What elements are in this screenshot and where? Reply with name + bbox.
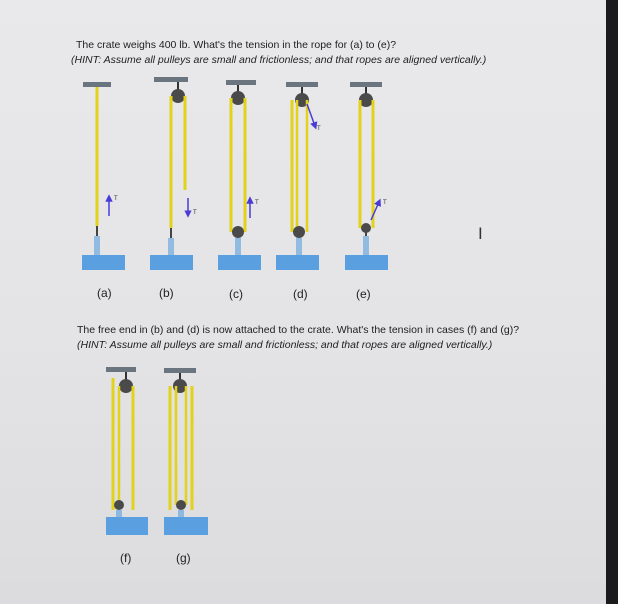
crate — [106, 517, 148, 535]
label-a: (a) — [97, 286, 112, 300]
diagram-f — [106, 367, 148, 535]
diagram-e — [345, 82, 388, 270]
crate — [164, 517, 208, 535]
label-c: (c) — [229, 287, 243, 301]
crate-strap — [168, 238, 174, 255]
lower-pulley — [176, 500, 186, 510]
diagram-b — [150, 77, 197, 270]
crate-strap — [363, 236, 369, 255]
lower-pulley — [361, 223, 371, 233]
label-g: (g) — [176, 551, 191, 565]
diagram-a — [82, 82, 125, 270]
lower-pulley — [114, 500, 124, 510]
question-2-text: The free end in (b) and (d) is now attached to the crate. What's the tension in cases (f) and (g)? — [77, 324, 520, 336]
label-b: (b) — [159, 286, 174, 300]
hint-1-text: (HINT: Assume all pulleys are small and frictionless; and that ropes are aligned vertically.) — [71, 54, 487, 66]
pulley — [171, 89, 185, 103]
crate-strap — [94, 236, 100, 255]
tension-label: T — [383, 200, 387, 206]
crate-strap — [296, 238, 302, 255]
ceiling-mount — [106, 367, 136, 372]
text-cursor-icon: I — [478, 224, 483, 243]
crate — [345, 255, 388, 270]
pulley — [119, 379, 133, 393]
diagram-g — [164, 368, 208, 535]
crate-strap — [178, 510, 184, 517]
ceiling-mount — [83, 82, 111, 87]
ceiling-mount — [164, 368, 196, 373]
question-1-text: The crate weighs 400 lb. What's the tension in the rope for (a) to (e)? — [76, 39, 397, 51]
crate — [218, 255, 261, 270]
crate-strap — [116, 510, 122, 517]
label-e: (e) — [356, 287, 371, 301]
tension-label: T — [317, 126, 321, 132]
label-f: (f) — [120, 551, 132, 565]
ceiling-mount — [154, 77, 188, 82]
ceiling-mount — [350, 82, 382, 87]
tension-label: T — [255, 200, 259, 206]
hint-2-text: (HINT: Assume all pulleys are small and frictionless; and that ropes are aligned vertically.) — [77, 339, 493, 351]
lower-pulley — [293, 226, 305, 238]
ceiling-mount — [286, 82, 318, 87]
tension-label: T — [114, 196, 118, 202]
crate — [150, 255, 193, 270]
diagram-c — [218, 80, 261, 270]
crate-strap — [235, 238, 241, 255]
crate — [82, 255, 125, 270]
tension-label: T — [193, 210, 197, 216]
diagram-d — [276, 82, 321, 270]
crate — [276, 255, 319, 270]
photo-dark-edge — [606, 0, 618, 604]
ceiling-mount — [226, 80, 256, 85]
pulley — [231, 91, 245, 105]
label-d: (d) — [293, 287, 308, 301]
lower-pulley — [232, 226, 244, 238]
